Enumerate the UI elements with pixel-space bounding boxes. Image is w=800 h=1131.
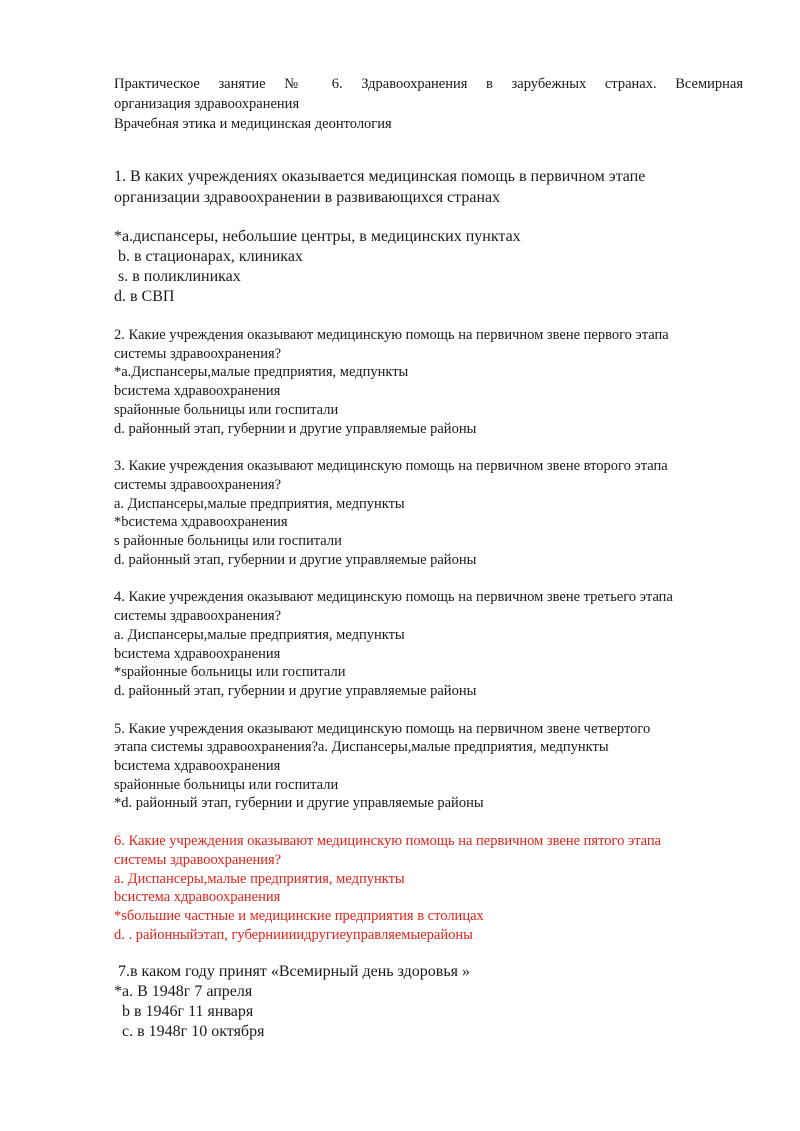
question-6-option-s: *sбольшие частные и медицинские предприятия в столицах bbox=[114, 907, 484, 924]
question-4 bbox=[114, 588, 743, 700]
question-3-option-b: *bсистема хдравоохранения bbox=[114, 514, 288, 531]
question-2-option-d: d. районный этап, губернии и другие управляемые районы bbox=[114, 420, 477, 437]
question-5-option-s: sрайонные больницы или госпитали bbox=[114, 776, 339, 793]
header-line-3: Врачебная этика и медицинская деонтология bbox=[114, 116, 392, 132]
question-2-option-b: bсистема хдравоохранения bbox=[114, 383, 281, 400]
question-3-option-s: s районные больницы или госпитали bbox=[114, 533, 342, 550]
question-4-text-line-1: 4. Какие учреждения оказывают медицинскую помощь на первичном звене третьего этапа bbox=[114, 589, 673, 606]
question-1-option-d: d. в СВП bbox=[114, 288, 175, 305]
question-5-text-line-1: 5. Какие учреждения оказывают медицинскую помощь на первичном звене четвертого bbox=[114, 720, 651, 737]
question-3-text-line-1: 3. Какие учреждения оказывают медицинскую помощь на первичном звене второго этапа bbox=[114, 458, 668, 475]
document-header bbox=[114, 74, 743, 134]
question-2-text-line-2: системы здравоохранения? bbox=[114, 345, 282, 362]
question-7-option-c: c. в 1948г 10 октября bbox=[114, 1023, 265, 1041]
question-6-option-b: bсистема хдравоохранения bbox=[114, 889, 281, 906]
question-3-option-a: a. Диспансеры,малые предприятия, медпункты bbox=[114, 495, 405, 512]
question-4-text-line-2: системы здравоохранения? bbox=[114, 608, 282, 625]
question-1-text-line-2: организации здравоохранении в развивающихся странах bbox=[114, 189, 501, 206]
question-2-option-s: sрайонные больницы или госпитали bbox=[114, 401, 339, 418]
question-6-text-line-1: 6. Какие учреждения оказывают медицинскую помощь на первичном звене пятого этапа bbox=[114, 833, 662, 850]
question-1 bbox=[114, 166, 743, 307]
question-3 bbox=[114, 457, 743, 569]
question-5-text-line-2: этапа системы здравоохранения?a. Диспансеры,малые предприятия, медпункты bbox=[114, 739, 609, 756]
header-line-2: организация здравоохранения bbox=[114, 96, 300, 112]
question-3-text-line-2: системы здравоохранения? bbox=[114, 476, 282, 493]
question-5-option-b: bсистема хдравоохранения bbox=[114, 758, 281, 775]
question-4-option-d: d. районный этап, губернии и другие управляемые районы bbox=[114, 682, 477, 699]
question-1-option-b: b. в стационарах, клиниках bbox=[118, 248, 303, 265]
question-5 bbox=[114, 720, 743, 814]
question-3-option-d: d. районный этап, губернии и другие управляемые районы bbox=[114, 551, 477, 568]
question-6-option-d: d. . районныйэтап, губерниииидругиеуправляемыерайоны bbox=[114, 926, 473, 943]
question-4-option-s: *sрайонные больницы или госпитали bbox=[114, 664, 346, 681]
question-1-option-a: *a.диспансеры, небольшие центры, в медицинских пунктах bbox=[114, 228, 521, 245]
question-4-option-a: a. Диспансеры,малые предприятия, медпункты bbox=[114, 626, 405, 643]
question-4-option-b: bсистема хдравоохранения bbox=[114, 645, 281, 662]
question-1-option-s: s. в поликлиниках bbox=[118, 268, 241, 285]
question-7 bbox=[114, 962, 743, 1042]
question-7-text: 7.в каком году принят «Всемирный день здоровья » bbox=[114, 963, 470, 981]
question-1-options bbox=[114, 227, 743, 307]
question-2-text-line-1: 2. Какие учреждения оказывают медицинскую помощь на первичном звене первого этапа bbox=[114, 327, 669, 343]
question-2 bbox=[114, 326, 743, 438]
question-7-option-b: b в 1946г 11 января bbox=[114, 1003, 254, 1021]
question-7-option-a: *a. В 1948г 7 апреля bbox=[114, 983, 253, 1001]
question-5-option-d: *d. районный этап, губернии и другие управляемые районы bbox=[114, 795, 484, 812]
question-2-option-a: *a.Диспансеры,малые предприятия, медпункты bbox=[114, 364, 409, 381]
document-page bbox=[114, 74, 743, 1042]
question-1-text-line-1: 1. В каких учреждениях оказывается медицинская помощь в первичном этапе bbox=[114, 168, 646, 185]
question-6-option-a: a. Диспансеры,малые предприятия, медпункты bbox=[114, 870, 405, 887]
question-6 bbox=[114, 832, 743, 944]
question-6-text-line-2: системы здравоохранения? bbox=[114, 851, 282, 868]
header-line-1: Практическое занятие № 6. Здравоохранения в зарубежных странах. Всемирная bbox=[114, 76, 743, 92]
